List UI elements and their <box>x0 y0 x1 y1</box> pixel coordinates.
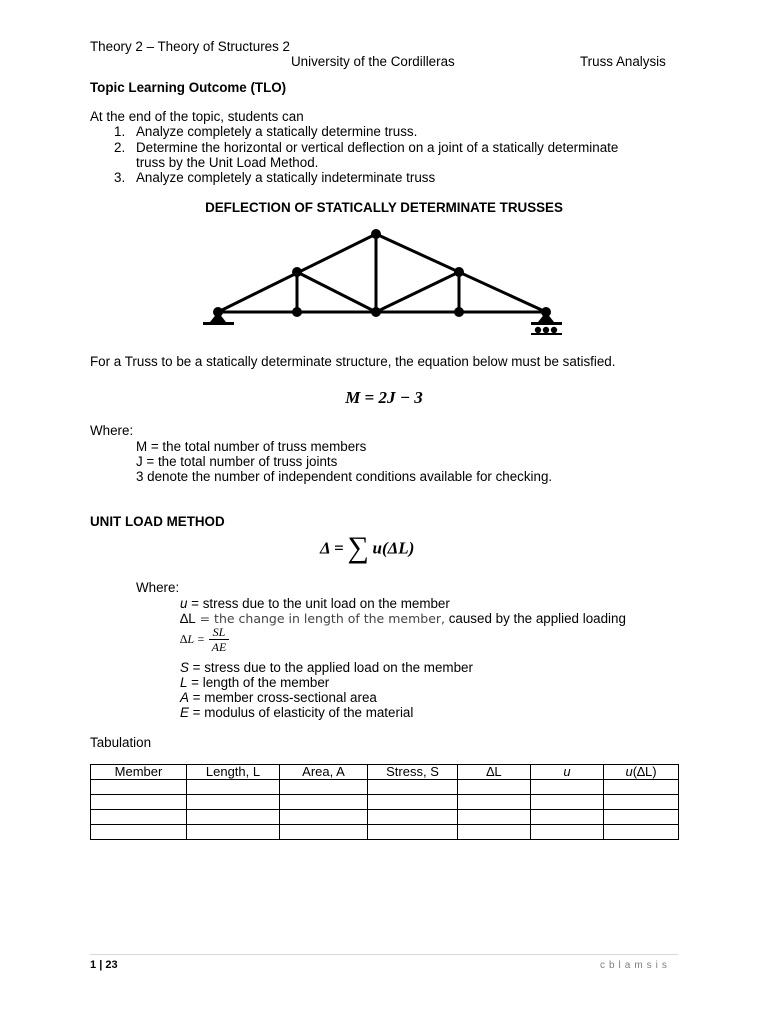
definition-s: S = stress due to the applied load on the member <box>180 660 473 675</box>
course-title: Theory 2 – Theory of Structures 2 <box>90 39 290 54</box>
truss-right-diagonal <box>376 272 459 312</box>
column-header-area: Area, A <box>280 765 368 780</box>
definition-j: J = the total number of truss joints <box>136 454 338 469</box>
roller-wheel <box>551 327 557 333</box>
definition-3: 3 denote the number of independent conditions available for checking. <box>136 469 553 484</box>
where-label: Where: <box>90 423 134 438</box>
delta-l-fraction <box>209 625 230 654</box>
definition-delta-l-text-b: caused by the applied loading <box>445 611 626 626</box>
university-name: University of the Cordilleras <box>291 54 455 69</box>
table-row <box>91 780 679 795</box>
truss-diagram <box>0 220 768 340</box>
where-label-2: Where: <box>136 580 180 595</box>
delta-l-formula <box>180 625 229 654</box>
column-header-stress: Stress, S <box>368 765 458 780</box>
delta-l-formula-lhs: ∆L = <box>180 632 205 646</box>
table-row <box>91 795 679 810</box>
truss-joint <box>371 229 381 239</box>
tlo-item-2-num: 2. <box>114 140 126 155</box>
deflection-heading: DEFLECTION OF STATICALLY DETERMINATE TRUSSES <box>205 200 563 215</box>
definition-delta-l <box>180 611 626 626</box>
determinate-statement: For a Truss to be a statically determinate structure, the equation below must be satisfied. <box>90 354 616 369</box>
column-header-u-delta-l: u(∆L) <box>604 765 679 780</box>
tlo-heading: Topic Learning Outcome (TLO) <box>90 80 287 95</box>
definition-e: E = modulus of elasticity of the material <box>180 705 414 720</box>
tlo-item-1: Analyze completely a statically determine truss. <box>136 124 418 139</box>
truss-joint <box>292 307 302 317</box>
tlo-intro: At the end of the topic, students can <box>90 109 304 124</box>
tlo-item-2-line2: truss by the Unit Load Method. <box>136 155 319 170</box>
fraction-denominator: AE <box>211 640 227 654</box>
roller-wheel <box>535 327 541 333</box>
tlo-item-3-num: 3. <box>114 170 126 185</box>
author-name: cblamsis <box>600 960 671 971</box>
tabulation-table <box>90 764 679 840</box>
topic-title: Truss Analysis <box>580 54 666 69</box>
column-header-member: Member <box>91 765 187 780</box>
definition-l: L = length of the member <box>180 675 330 690</box>
tlo-item-2-line1: Determine the horizontal or vertical deflection on a joint of a statically determinate <box>136 140 619 155</box>
column-header-length: Length, L <box>187 765 280 780</box>
pin-support-base <box>203 322 234 325</box>
equation-rhs: u(ΔL) <box>372 538 415 558</box>
table-row <box>91 825 679 840</box>
truss-joint <box>371 307 381 317</box>
unit-load-heading: UNIT LOAD METHOD <box>90 514 225 529</box>
fraction-numerator: SL <box>209 625 230 640</box>
truss-joint <box>454 307 464 317</box>
definition-delta-l-text-a: = the change in length of the member, <box>195 611 445 626</box>
summation-symbol: ∑ <box>347 531 369 564</box>
roller-ground <box>531 333 562 335</box>
truss-joint <box>454 267 464 277</box>
determinate-equation: M = 2J − 3 <box>345 388 423 407</box>
tlo-item-1-num: 1. <box>114 124 126 139</box>
tabulation-label: Tabulation <box>90 735 152 750</box>
roller-wheel <box>543 327 549 333</box>
column-header-delta-l: ∆L <box>458 765 531 780</box>
definition-u-text: = stress due to the unit load on the member <box>187 596 450 611</box>
definition-u <box>180 596 450 611</box>
table-row <box>91 810 679 825</box>
unit-load-equation <box>320 533 414 567</box>
tlo-item-3: Analyze completely a statically indeterminate truss <box>136 170 436 185</box>
footer-divider <box>90 954 678 955</box>
roller-support-plate <box>531 322 562 325</box>
truss-joint <box>292 267 302 277</box>
symbol-delta-l: ∆L <box>180 611 196 626</box>
symbol-u: u <box>180 596 188 611</box>
page-number: 1 | 23 <box>90 959 118 971</box>
column-header-u: u <box>531 765 604 780</box>
definition-m: M = the total number of truss members <box>136 439 367 454</box>
truss-left-diagonal <box>297 272 376 312</box>
table-header-row <box>91 765 679 780</box>
equation-lhs: Δ = <box>320 538 344 558</box>
definition-a: A = member cross-sectional area <box>180 690 377 705</box>
